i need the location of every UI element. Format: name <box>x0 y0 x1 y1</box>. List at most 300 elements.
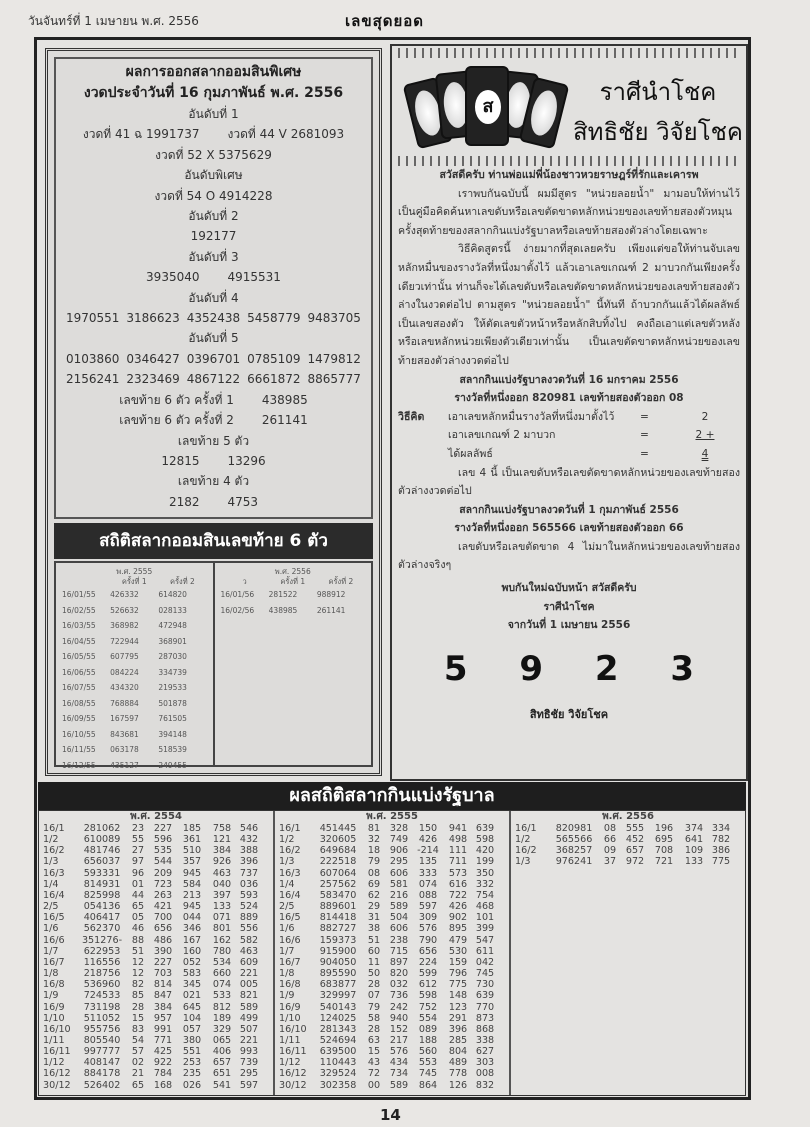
table-cell: 126 <box>448 1079 468 1091</box>
table-cell: 972 <box>625 856 645 868</box>
table-cell: 16/01/55 <box>62 590 96 599</box>
column-header: ครั้งที่ 1 <box>121 577 147 586</box>
table-cell: 790 <box>418 934 438 946</box>
table-cell: 988912 <box>316 590 346 599</box>
table-cell: 384 <box>212 845 232 857</box>
table-cell: 235 <box>182 1068 202 1080</box>
table-cell: 534 <box>212 956 232 968</box>
table-cell: 008 <box>475 1068 495 1080</box>
table-cell: 054136 <box>83 901 121 913</box>
table-cell: 801 <box>212 923 232 935</box>
stats-year-table <box>213 563 372 765</box>
prize5-number: 2156241 <box>66 372 120 387</box>
table-cell: 88 <box>131 934 145 946</box>
table-cell: 071 <box>212 912 232 924</box>
table-cell: 761505 <box>158 714 187 723</box>
table-cell: 507 <box>239 1023 259 1035</box>
table-row <box>279 990 505 1001</box>
table-cell: 1/7 <box>43 945 59 957</box>
table-cell: 997777 <box>83 1046 121 1058</box>
table-cell: 737 <box>239 867 259 879</box>
last5-row <box>56 451 371 471</box>
table-cell: 281062 <box>83 823 121 834</box>
table-row <box>43 1057 269 1068</box>
table-cell: 026 <box>182 1079 202 1091</box>
table-row <box>515 845 741 856</box>
table-cell: 768884 <box>110 698 139 708</box>
table-cell: 281343 <box>319 1023 357 1035</box>
table-cell: 110443 <box>319 1057 357 1069</box>
prize4-number: 1970551 <box>66 311 120 326</box>
calculation <box>398 408 740 464</box>
table-row <box>43 823 269 834</box>
table-row <box>43 1002 269 1013</box>
table-cell: 582 <box>239 934 259 946</box>
table-row <box>62 711 207 727</box>
table-cell: 1/9 <box>43 990 59 1002</box>
table-cell: 463 <box>239 945 259 957</box>
table-row <box>279 1013 505 1024</box>
table-cell: 820 <box>389 968 409 980</box>
table-cell: 329524 <box>319 1068 357 1080</box>
table-cell: 005 <box>239 979 259 991</box>
table-row <box>43 1024 269 1035</box>
table-cell: 345 <box>182 979 202 991</box>
table-cell: 01 <box>131 878 145 890</box>
table-cell: 1/12 <box>279 1057 301 1069</box>
table-row <box>62 680 207 696</box>
table-cell: 16/2 <box>279 845 301 857</box>
table-cell: 351276- <box>81 934 123 946</box>
prize5-number: 0346427 <box>126 351 180 366</box>
table-cell: 040 <box>212 878 232 890</box>
last4-row <box>56 492 371 512</box>
table-cell: 81 <box>367 823 381 834</box>
table-cell: 28 <box>367 979 381 991</box>
table-cell: 556 <box>239 923 259 935</box>
table-cell: 547 <box>475 934 495 946</box>
table-cell: 1/9 <box>279 990 295 1002</box>
table-cell: 16/10 <box>43 1023 71 1035</box>
example-heading: สลากกินแบ่งรัฐบาลงวดวันที่ 1 กุมภาพันธ์ 2556 <box>459 503 679 516</box>
table-cell: 101 <box>475 912 495 924</box>
prize5-label: อันดับที่ 5 <box>188 331 239 346</box>
table-cell: 897 <box>389 956 409 968</box>
table-cell: 535 <box>153 845 173 857</box>
table-cell: 333 <box>418 867 438 879</box>
table-cell: 16/02/56 <box>220 605 255 615</box>
table-cell: 346 <box>182 923 202 935</box>
table-cell: 589 <box>389 1079 409 1091</box>
table-cell: 609 <box>239 956 259 968</box>
special-label: อันดับพิเศษ <box>184 168 243 183</box>
table-cell: 614820 <box>158 590 187 599</box>
table-cell: 554 <box>418 1012 438 1024</box>
table-cell: 889601 <box>319 901 357 913</box>
table-cell: 518539 <box>158 745 187 754</box>
table-cell: 05 <box>131 912 145 924</box>
table-cell: 904050 <box>319 956 357 968</box>
table-cell: 1/11 <box>43 1034 65 1046</box>
table-cell: 16/9 <box>279 1001 301 1013</box>
table-cell: 749 <box>389 834 409 846</box>
prize1-number: งวดที่ 44 V 2681093 <box>227 127 345 142</box>
table-cell: 221 <box>239 968 259 980</box>
table-cell: 43 <box>367 1057 381 1069</box>
table-cell: 864 <box>418 1079 438 1091</box>
table-cell: 150 <box>418 823 438 834</box>
table-row <box>279 1046 505 1057</box>
table-cell: 583470 <box>319 889 357 901</box>
spacer <box>317 567 365 577</box>
table-cell: 1/10 <box>43 1012 65 1024</box>
table-cell: 639 <box>475 823 495 834</box>
table-cell: -214 <box>417 845 439 857</box>
table-cell: 758 <box>212 823 232 834</box>
table-cell: 555 <box>625 823 645 834</box>
table-cell: 472948 <box>158 621 187 630</box>
table-cell: 843681 <box>110 729 139 739</box>
table-cell: 825998 <box>83 889 121 901</box>
column-header: ว <box>242 577 247 586</box>
calc-step: เอาเลขหลักหมื่นรางวัลที่หนึ่งมาตั้งไว้ <box>448 410 615 423</box>
table-cell: 11 <box>367 956 381 968</box>
table-cell: 368982 <box>110 621 139 630</box>
table-cell: 820981 <box>555 823 593 834</box>
table-cell: 152 <box>389 1023 409 1035</box>
prize4-number: 9483705 <box>307 311 361 326</box>
table-cell: 452 <box>625 834 645 846</box>
table-cell: 606 <box>389 867 409 879</box>
table-row <box>279 1068 505 1079</box>
table-cell: 955756 <box>83 1023 121 1035</box>
table-cell: 16/1 <box>279 823 301 834</box>
table-cell: 722944 <box>110 636 139 646</box>
table-cell: 1/2 <box>515 834 531 846</box>
table-cell: 62 <box>367 889 381 901</box>
table-row <box>43 957 269 968</box>
table-row <box>279 901 505 912</box>
table-cell: 426 <box>448 901 468 913</box>
table-cell: 551 <box>182 1046 202 1058</box>
table-cell: 16/10 <box>279 1023 307 1035</box>
table-cell: 544 <box>153 856 173 868</box>
table-row <box>62 665 207 681</box>
table-row <box>279 946 505 957</box>
prize2-number: 192177 <box>190 229 237 244</box>
table-cell: 426 <box>418 834 438 846</box>
table-cell: 334739 <box>158 667 187 677</box>
table-cell: 109 <box>684 845 704 857</box>
table-cell: 185 <box>182 823 202 834</box>
last4-number: 4753 <box>227 494 259 509</box>
table-cell: 611 <box>475 945 495 957</box>
prize4-row <box>56 308 371 328</box>
table-cell: 597 <box>239 1079 259 1091</box>
table-cell: 167597 <box>110 714 139 723</box>
table-cell: 526402 <box>83 1079 121 1091</box>
table-cell: 622953 <box>83 945 121 957</box>
column-header: ครั้งที่ 1 <box>280 577 306 586</box>
table-row <box>43 1046 269 1057</box>
table-cell: 12 <box>131 956 145 968</box>
table-cell: 69 <box>367 878 381 890</box>
table-cell: 329 <box>212 1023 232 1035</box>
table-row <box>221 603 366 619</box>
paragraph: เลข 4 นี้ เป็นเลขดับหรือเลขตัดขาดหลักหน่วยของเลขท้ายสองตัวล่างงวดต่อไป <box>398 466 740 498</box>
table-row <box>279 879 505 890</box>
table-cell: 159 <box>448 956 468 968</box>
table-cell: 361 <box>182 834 202 846</box>
prize1-row <box>56 124 371 144</box>
table-cell: 540143 <box>319 1001 357 1013</box>
table-cell: 021 <box>182 990 202 1002</box>
table-row <box>279 834 505 845</box>
table-cell: 804 <box>448 1046 468 1058</box>
table-cell: 350 <box>475 867 495 879</box>
table-cell: 770 <box>475 1001 495 1013</box>
table-cell: 656 <box>418 945 438 957</box>
table-cell: 957 <box>153 1012 173 1024</box>
table-cell: 374 <box>684 823 704 834</box>
table-cell: 00 <box>367 1079 381 1091</box>
table-row <box>279 1035 505 1046</box>
table-cell: 425 <box>153 1046 173 1058</box>
table-cell: 814931 <box>83 878 121 890</box>
playing-cards-logo-icon <box>410 66 560 150</box>
prize3-number: 4915531 <box>227 270 281 285</box>
table-cell: 421 <box>153 901 173 913</box>
calc-value: 4 <box>701 447 709 460</box>
column-body <box>398 166 740 635</box>
table-cell: 426332 <box>110 590 139 599</box>
table-cell: 991 <box>153 1023 173 1035</box>
page-number: 14 <box>380 1106 401 1124</box>
column-header <box>62 577 110 587</box>
table-cell: 607795 <box>110 652 139 661</box>
last6-first-row <box>56 390 371 410</box>
table-cell: 227 <box>153 956 173 968</box>
prize5-number: 0396701 <box>186 351 241 366</box>
table-cell: 15 <box>131 1012 145 1024</box>
prize5-number: 2323469 <box>126 372 180 387</box>
table-cell: 501878 <box>158 698 187 708</box>
table-cell: 906 <box>389 845 409 857</box>
table-cell: 135 <box>418 856 438 868</box>
table-cell: 213 <box>182 889 202 901</box>
prize5-number: 4867122 <box>186 372 241 387</box>
table-cell: 576 <box>389 1046 409 1058</box>
table-cell: 32 <box>367 834 381 846</box>
table-cell: 612 <box>418 979 438 991</box>
table-cell: 641 <box>684 834 704 846</box>
table-cell: 16/08/55 <box>62 698 96 708</box>
table-cell: 597 <box>418 901 438 913</box>
table-cell: 390 <box>153 945 173 957</box>
table-cell: 649684 <box>319 845 357 857</box>
table-cell: 189 <box>212 1012 232 1024</box>
table-cell: 812 <box>212 1001 232 1013</box>
table-cell: 1/8 <box>43 968 59 980</box>
table-row <box>515 856 741 867</box>
table-cell: 084224 <box>110 667 139 677</box>
table-cell: 16/10/55 <box>62 729 96 739</box>
table-cell: 976241 <box>555 856 593 868</box>
table-row <box>515 823 741 834</box>
table-cell: 263 <box>153 889 173 901</box>
table-cell: 15 <box>367 1046 381 1058</box>
lucky-digit: 3 <box>670 648 695 689</box>
table-cell: 31 <box>367 912 381 924</box>
table-row <box>279 923 505 934</box>
table-cell: 08 <box>367 867 381 879</box>
table-cell: 420 <box>475 845 495 857</box>
table-cell: 16/3 <box>279 867 301 879</box>
stats-year-table <box>56 563 213 770</box>
table-row <box>279 868 505 879</box>
table-cell: 388 <box>239 845 259 857</box>
stats-column-headers <box>62 577 207 587</box>
table-cell: 847 <box>153 990 173 1002</box>
table-cell: 97 <box>131 856 145 868</box>
table-cell: 782 <box>711 834 731 846</box>
calc-equals: = <box>640 447 649 460</box>
table-row <box>62 634 207 650</box>
table-cell: 945 <box>182 867 202 879</box>
table-cell: 780 <box>212 945 232 957</box>
table-cell: 721 <box>654 856 674 868</box>
table-cell: 052 <box>182 956 202 968</box>
table-cell: 593331 <box>83 867 121 879</box>
table-cell: 16/8 <box>279 979 301 991</box>
gov-year-table <box>39 811 273 1095</box>
table-cell: 334 <box>711 823 731 834</box>
table-row <box>279 912 505 923</box>
table-cell: 16/2 <box>43 845 65 857</box>
table-cell: 104 <box>182 1012 202 1024</box>
table-cell: 285 <box>448 1034 468 1046</box>
example-heading: สลากกินแบ่งรัฐบาลงวดวันที่ 16 มกราคม 2556 <box>459 373 679 386</box>
table-cell: 902 <box>448 912 468 924</box>
closing-date: จากวันที่ 1 เมษายน 2556 <box>507 619 631 632</box>
table-cell: 1/8 <box>279 968 295 980</box>
last5-label: เลขท้าย 5 ตัว <box>177 433 250 448</box>
column-header <box>398 58 743 154</box>
stats-year: พ.ศ. 2556 <box>274 567 311 576</box>
table-cell: 915900 <box>319 945 357 957</box>
prize4-label: อันดับที่ 4 <box>188 290 239 305</box>
table-cell: 432 <box>239 834 259 846</box>
last5-number: 12815 <box>161 453 200 468</box>
prize3-number: 3935040 <box>146 270 200 285</box>
table-cell: 168 <box>153 1079 173 1091</box>
table-cell: 074 <box>212 979 232 991</box>
table-cell: 451445 <box>319 823 357 834</box>
last5-number: 13296 <box>227 453 266 468</box>
table-row <box>62 618 207 634</box>
table-cell: 249455 <box>158 760 187 770</box>
table-cell: 16/5 <box>43 912 65 924</box>
table-cell: 884178 <box>83 1068 121 1080</box>
table-cell: 607064 <box>319 867 357 879</box>
table-cell: 16/12 <box>279 1068 307 1080</box>
table-cell: 16/06/55 <box>62 667 96 677</box>
table-row <box>43 1068 269 1079</box>
table-cell: 598 <box>418 990 438 1002</box>
table-cell: 38 <box>367 923 381 935</box>
table-cell: 511052 <box>83 1012 121 1024</box>
table-cell: 16/11/55 <box>62 745 96 754</box>
table-cell: 320605 <box>319 834 357 846</box>
table-cell: 16/05/55 <box>62 652 96 661</box>
table-row <box>279 1024 505 1035</box>
table-cell: 16/11 <box>43 1046 71 1058</box>
table-cell: 133 <box>684 856 704 868</box>
prize3-label: อันดับที่ 3 <box>188 249 239 264</box>
table-cell: 036 <box>239 878 259 890</box>
table-row <box>279 856 505 867</box>
table-cell: 1/4 <box>43 878 59 890</box>
table-cell: 02 <box>131 1057 145 1069</box>
table-cell: 2/5 <box>43 901 59 913</box>
decorative-border <box>398 48 740 58</box>
last6-number: 261141 <box>261 413 308 428</box>
table-cell: 16/09/55 <box>62 714 96 723</box>
prize5-number: 0785109 <box>247 351 301 366</box>
prize4-number: 4352438 <box>186 311 241 326</box>
table-cell: 889 <box>239 912 259 924</box>
table-cell: 123 <box>448 1001 468 1013</box>
table-cell: 328 <box>389 823 409 834</box>
table-cell: 303 <box>475 1057 495 1069</box>
gov-year-header: พ.ศ. 2556 <box>602 811 654 822</box>
table-cell: 074 <box>418 878 438 890</box>
table-row <box>279 823 505 834</box>
table-cell: 639 <box>475 990 495 1002</box>
table-row <box>43 935 269 946</box>
table-cell: 329997 <box>319 990 357 1002</box>
table-cell: 463 <box>212 867 232 879</box>
spacer <box>221 567 269 577</box>
table-cell: 29 <box>367 901 381 913</box>
table-row <box>62 696 207 712</box>
table-cell: 730 <box>475 979 495 991</box>
last4-label: เลขท้าย 4 ตัว <box>177 474 250 489</box>
table-cell: 479 <box>448 934 468 946</box>
table-cell: 1/11 <box>279 1034 301 1046</box>
last6-label: เลขท้าย 6 ตัว ครั้งที่ 1 <box>119 392 234 407</box>
table-cell: 16/1 <box>515 823 537 834</box>
table-cell: 745 <box>418 1068 438 1080</box>
table-cell: 217 <box>389 1034 409 1046</box>
table-cell: 121 <box>212 834 232 846</box>
table-row <box>279 968 505 979</box>
table-cell: 12 <box>131 968 145 980</box>
closing-brand: ราศีนำโชค <box>543 600 595 613</box>
table-cell: 057 <box>182 1023 202 1035</box>
table-cell: 23 <box>131 823 145 834</box>
table-cell: 695 <box>654 834 674 846</box>
table-cell: 868 <box>475 1023 495 1035</box>
table-row <box>43 890 269 901</box>
calc-equals: = <box>640 429 649 442</box>
table-row <box>43 834 269 845</box>
table-cell: 253 <box>182 1057 202 1069</box>
table-cell: 16/8 <box>43 979 65 991</box>
table-cell: 386 <box>711 845 731 857</box>
table-cell: 723 <box>153 878 173 890</box>
table-cell: 63 <box>367 1034 381 1046</box>
